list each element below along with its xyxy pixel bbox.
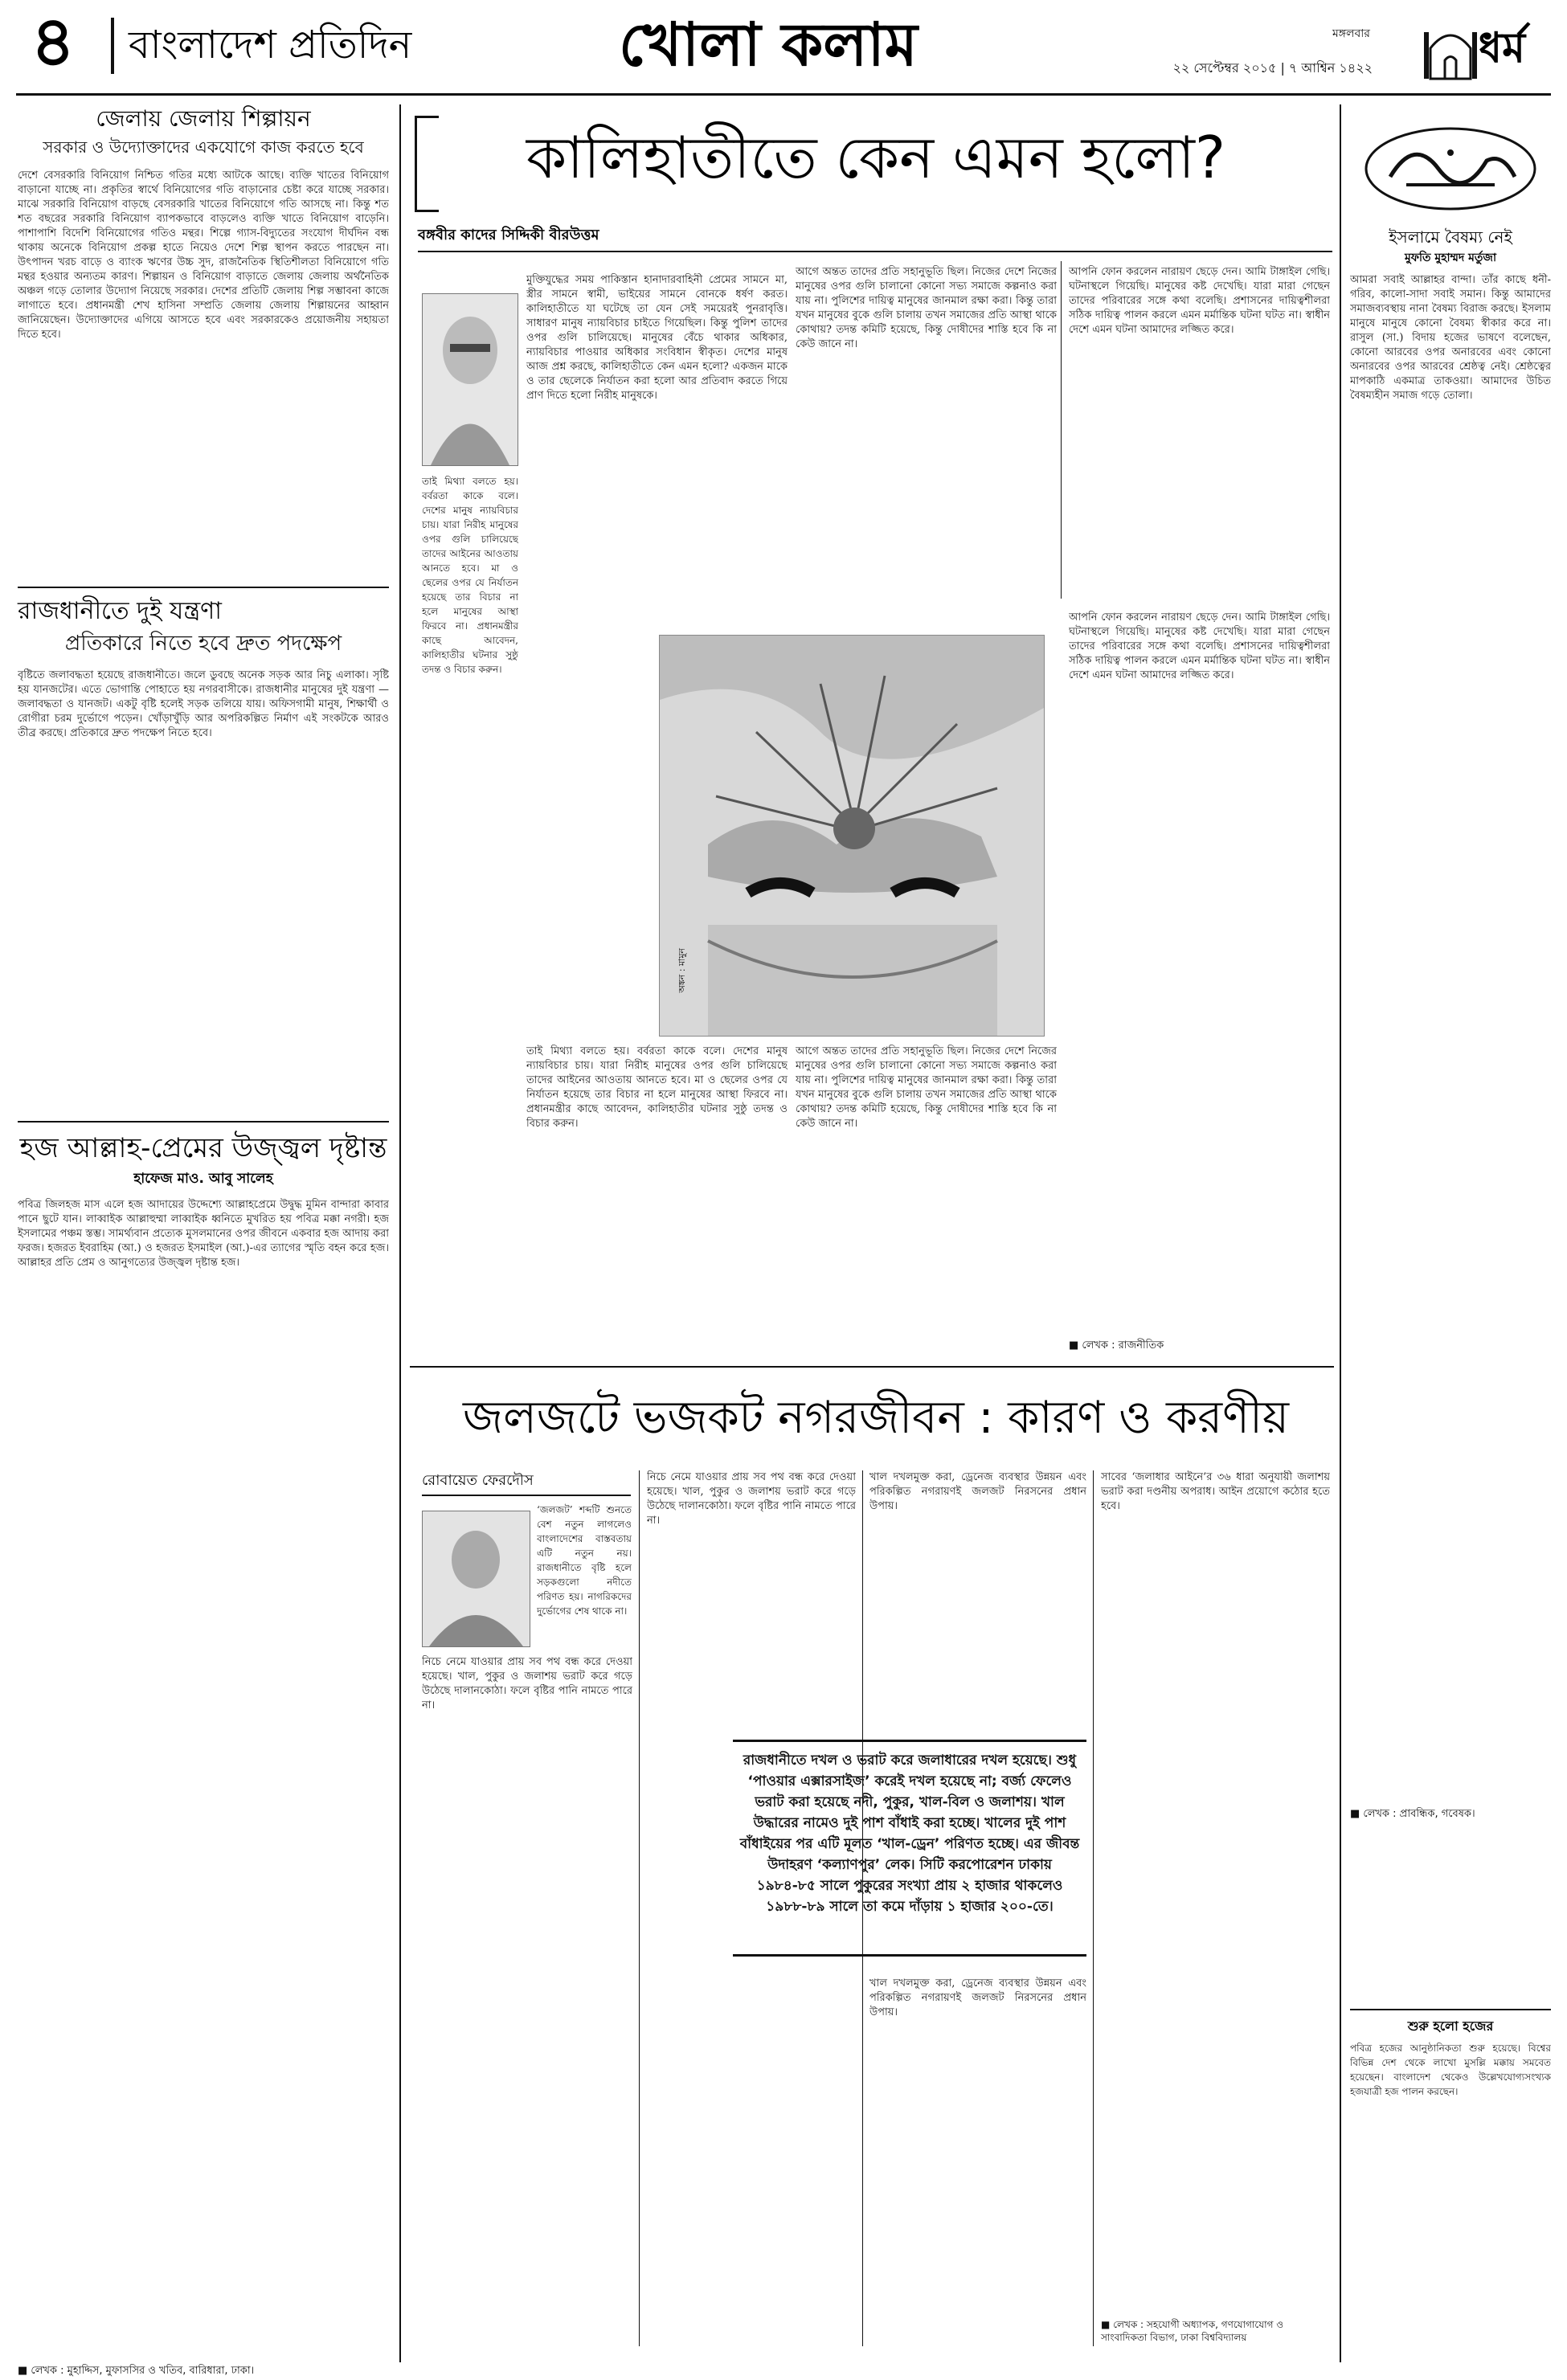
second-body-col1b: নিচে নেমে যাওয়ার প্রায় সব পথ বন্ধ করে দেওয়া হয়েছে। খাল, পুকুর ও জলাশয় ভরাট করে গড়ে উঠেছে দালানকোঠা। ফলে বৃষ্টির পানি নামতে পারে না।: [422, 1656, 632, 1711]
article-title: জেলায় জেলায় শিল্পায়ন: [96, 105, 311, 132]
main-body-mid: তাই মিথ্যা বলতে হয়। বর্বরতা কাকে বলে। দেশের মানুষ ন্যায়বিচার চায়। যারা নিরীহ মানুষের ওপর গুলি চালিয়েছে তাদের আইনের আওতায় আনতে হবে। মা ও ছেলের ওপর যে নির্যাতন হয়েছে তার বিচার না হলে মানুষের আস্থা ফিরবে না। প্রধানমন্ত্রীর কাছে আবেদন, কালিহাতীর ঘটনার সুষ্ঠু তদন্ত ও বিচার করুন।: [526, 1045, 788, 1130]
main-illustration: [659, 635, 1045, 1037]
section-title: খোলা কলাম: [619, 10, 918, 80]
main-body-lower-left: তাই মিথ্যা বলতে হয়। বর্বরতা কাকে বলে। দেশের মানুষ ন্যায়বিচার চায়। যারা নিরীহ মানুষের ওপর গুলি চালিয়েছে তাদের আইনের আওতায় আনতে হবে। মা ও ছেলের ওপর যে নির্যাতন হয়েছে তার বিচার না হলে মানুষের আস্থা ফিরবে না। প্রধানমন্ত্রীর কাছে আবেদন, কালিহাতীর ঘটনার সুষ্ঠু তদন্ত ও বিচার করুন।: [422, 476, 518, 675]
page-number: ৪: [31, 2, 76, 82]
second-body-col3b: খাল দখলমুক্ত করা, ড্রেনেজ ব্যবস্থার উন্নয়ন এবং পরিকল্পিত নগরায়ণই জলজট নিরসনের প্রধান উপায়।: [869, 1977, 1086, 2018]
article-capital-troubles: [18, 595, 389, 1110]
second-body-col3: খাল দখলমুক্ত করা, ড্রেনেজ ব্যবস্থার উন্নয়ন এবং পরিকল্পিত নগরায়ণই জলজট নিরসনের প্রধান উপায়।: [869, 1471, 1086, 1512]
article-body: পবিত্র জিলহজ মাস এলে হজ আদায়ের উদ্দেশ্যে আল্লাহপ্রেমে উদ্বুদ্ধ মুমিন বান্দারা কাবার পানে ছুটে যান। লাব্বাইক আল্লাহুম্মা লাব্বাইক ধ্বনিতে মুখরিত হয় পবিত্র মক্কা নগরী। হজ ইসলামের পঞ্চম স্তম্ভ। সামর্থ্যবান প্রত্যেক মুসলমানের ওপর জীবনে একবার হজ আদায় করা ফরজ। হজরত ইবরাহিম (আ.) ও হজরত ইসমাইল (আ.)-এর ত্যাগের স্মৃতি বহন করে হজ। আল্লাহর প্রতি প্রেম ও আনুগত্যের উজ্জ্বল দৃষ্টান্ত হজ।: [18, 1199, 389, 1269]
author-photo: [422, 293, 518, 466]
article-footer: ■ লেখক : প্রাবন্ধিক, গবেষক।: [1350, 1808, 1475, 1820]
second-body-col4: সাবের ‘জলাধার আইনে’র ৩৬ ধারা অনুযায়ী জলাশয় ভরাট করা দণ্ডনীয় অপরাধ। আইন প্রয়োগে কঠোর হতে হবে।: [1101, 1471, 1330, 1512]
religion-article-2: [1350, 2017, 1551, 2362]
article-subtitle: সরকার ও উদ্যোক্তাদের একযোগে কাজ করতে হবে: [43, 137, 364, 157]
article-subtitle: প্রতিকারে নিতে হবে দ্রুত পদক্ষেপ: [64, 632, 342, 656]
calligraphy-emblem: [1358, 121, 1543, 217]
column-divider: [1093, 1470, 1094, 2346]
main-footer: ■ লেখক : রাজনীতিক: [1069, 1339, 1164, 1352]
illustration-credit: অঙ্কন : মামুন: [677, 948, 687, 993]
article-body: আমরা সবাই আল্লাহর বান্দা। তাঁর কাছে ধনী-গরিব, কালো-সাদা সবাই সমান। কিন্তু আমাদের সমাজব্যবস্থায় নানা বৈষম্য বিরাজ করছে। ইসলাম মানুষে মানুষে কোনো বৈষম্য স্বীকার করে না। রাসুল (সা.) বিদায় হজের ভাষণে বলেছেন, কোনো আরবের ওপর অনারবের এবং কোনো অনারবের ওপর আরবের শ্রেষ্ঠত্ব নেই। শ্রেষ্ঠত্বের মাপকাঠি একমাত্র তাকওয়া। আমাদের উচিত বৈষম্যহীন সমাজ গড়ে তোলা।: [1350, 274, 1551, 402]
right-column-divider: [1340, 104, 1341, 2362]
masthead-date: ২২ সেপ্টেম্বর ২০১৫ | ৭ আশ্বিন ১৪২২: [1172, 60, 1373, 76]
main-body-right: আপনি ফোন করলেন নারায়ণ ছেড়ে দেন। আমি টাঙ্গাইল গেছি। ঘটনাস্থলে গিয়েছি। মানুষের কষ্ট দেখেছি। যারা মারা গেছেন তাদের পরিবারের সঙ্গে কথা বলেছি। প্রশাসনের দায়িত্বশীলরা সঠিক দায়িত্ব পালন করলে এমন মর্মান্তিক ঘটনা ঘটত না। স্বাধীন দেশে এমন ঘটনা আমাদের লজ্জিত করে।: [1069, 611, 1330, 681]
pull-quote-text: রাজধানীতে দখল ও ভরাট করে জলাধারের দখল হয়েছে। শুধু ‘পাওয়ার এক্সারসাইজ’ করেই দখল হয়েছে না; বর্জ্য ফেলেও ভরাট করা হয়েছে নদী, পুকুর, খাল-বিল ও জলাশয়। খাল উদ্ধারের নামেও দুই পাশ বাঁধাই করা হচ্ছে। খালের দুই পাশ বাঁধাইয়ের পর এটি মূলত ‘খাল-ড্রেন’ পরিণত হচ্ছে। এর জীবন্ত উদাহরণ ‘কল্যাণপুর’ লেক। সিটি করপোরেশন ঢাকায় ১৯৮৪-৮৫ সালে পুকুরের সংখ্যা প্রায় ২ হাজার থাকলেও ১৯৮৮-৮৯ সালে তা কমে দাঁড়ায় ১ হাজার ২০০-তে।: [739, 1752, 1080, 1915]
main-author-rule: [418, 251, 1332, 252]
mosque-icon: [1422, 16, 1479, 84]
main-body-mid2: আগে অন্তত তাদের প্রতি সহানুভূতি ছিল। নিজের দেশে নিজের মানুষের ওপর গুলি চালানো কোনো সভ্য সমাজে কল্পনাও করা যায় না। পুলিশের দায়িত্ব মানুষের জানমাল রক্ষা করা। কিন্তু তারা যখন মানুষের বুকে গুলি চালায় তখন সমাজের প্রতি আস্থা থাকে কোথায়? তদন্ত কমিটি হয়েছে, কিন্তু দোষীদের শাস্তি হবে কি না কেউ জানে না।: [796, 1045, 1057, 1130]
column-divider: [639, 1470, 640, 2346]
headline-box-left: [415, 116, 439, 212]
article-hajj: [18, 1129, 389, 2380]
second-body-col1a: ‘জলজট’ শব্দটি শুনতে বেশ নতুন লাগলেও বাংলাদেশের বাস্তবতায় এটি নতুন নয়। রাজধানীতে বৃষ্টি হলে সড়কগুলো নদীতে পরিণত হয়। নাগরিকদের দুর্ভোগের শেষ থাকে না।: [537, 1504, 632, 1617]
column-divider: [1061, 261, 1062, 599]
main-headline-banner: [410, 103, 1334, 223]
second-body-col2: নিচে নেমে যাওয়ার প্রায় সব পথ বন্ধ করে দেওয়া হয়েছে। খাল, পুকুর ও জলাশয় ভরাট করে গড়ে উঠেছে দালানকোঠা। ফলে বৃষ্টির পানি নামতে পারে না।: [647, 1471, 856, 1527]
separator: [18, 1121, 389, 1123]
masthead-day: মঙ্গলবার: [1332, 27, 1370, 40]
main-bottom-rule: [410, 1366, 1334, 1368]
article-author: হাফেজ মাও. আবু সালেহ: [133, 1171, 273, 1187]
article-title: হজ আল্লাহ-প্রেমের উজ্জ্বল দৃষ্টান্ত: [19, 1132, 387, 1164]
masthead-divider: [111, 18, 114, 74]
paper-name: বাংলাদেশ প্রতিদিন: [129, 22, 412, 67]
main-headline: কালিহাতীতে কেন এমন হলো?: [526, 124, 1226, 191]
article-title: ইসলামে বৈষম্য নেই: [1389, 227, 1512, 247]
second-author-rule: [422, 1495, 631, 1496]
main-author: বঙ্গবীর কাদের সিদ্দিকী বীরউত্তম: [418, 227, 599, 243]
article-author: মুফতি মুহাম্মদ মর্তুজা: [1404, 251, 1497, 264]
separator: [1350, 2009, 1551, 2010]
left-column-divider: [399, 104, 401, 2362]
main-body-col1: মুক্তিযুদ্ধের সময় পাকিস্তান হানাদারবাহিনী প্রেমের সামনে মা, স্ত্রীর সামনে স্বামী, ভাইয়ের সামনে বোনকে ধর্ষণ করত। কালিহাতীতে যা ঘটেছে তা যেন সেই সময়েরই পুনরাবৃত্তি। সাধারণ মানুষ ন্যায়বিচার চাইতে গিয়েছিল। কিন্তু পুলিশ তাদের ওপর গুলি চালিয়েছে। মানুষের বেঁচে থাকার অধিকার, ন্যায়বিচার পাওয়ার অধিকার সংবিধান স্বীকৃত। দেশের মানুষ আজ প্রশ্ন করছে, কালিহাতীতে কেন এমন হলো? একজন মাকে ও তার ছেলেকে নির্যাতন করা হলো আর প্রতিবাদ করতে গিয়ে প্রাণ দিতে হলো নিরীহ মানুষকে।: [526, 274, 788, 402]
masthead-bottom-rule: [16, 93, 1551, 96]
author-photo: [422, 1511, 530, 1647]
article-title: রাজধানীতে দুই যন্ত্রণা: [18, 597, 223, 625]
main-body-col3: আপনি ফোন করলেন নারায়ণ ছেড়ে দেন। আমি টাঙ্গাইল গেছি। ঘটনাস্থলে গিয়েছি। মানুষের কষ্ট দেখেছি। যারা মারা গেছেন তাদের পরিবারের সঙ্গে কথা বলেছি। প্রশাসনের দায়িত্বশীলরা সঠিক দায়িত্ব পালন করলে এমন মর্মান্তিক ঘটনা ঘটত না। স্বাধীন দেশে এমন ঘটনা আমাদের লজ্জিত করে।: [1069, 266, 1330, 336]
second-author: রোবায়েত ফেরদৌস: [422, 1472, 534, 1489]
article-body: দেশে বেসরকারি বিনিয়োগ নিশ্চিত গতির মধ্যে আটকে আছে। ব্যক্তি খাতের বিনিয়োগ বাড়ানো যাচ্ছে না। প্রকৃতির স্বার্থে বিনিয়োগের গতি বাড়ানোর চেষ্টা করে যাচ্ছে সরকার। মাঝে সরকারি বিনিয়োগ বাড়ছে বেসরকারি খাতের বিনিয়োগে গতি আসছে না। কিন্তু শত শত বছরের সরকারি বিনিয়োগ ব্যাপকভাবে বাড়লেও ব্যক্তি খাতে বিনিয়োগ বাড়েনি। পাশাপাশি বিদেশি বিনিয়োগের গতিও মন্থর। শিল্পে গ্যাস-বিদ্যুতের সংযোগ দীর্ঘদিন বন্ধ থাকায় অনেকে বিনিয়োগ প্রকল্প হাতে নিয়েও দেশে শিল্প স্থাপন করতে পারছেন না। উৎপাদন খরচ বাড়ে ও ব্যাংক ঋণের উচ্চ সুদ, রাজনৈতিক স্থিতিশীলতা বিনিয়োগে গতি মন্থর হওয়ার অন্যতম কারণ। শিল্পায়ন ও বিনিয়োগ বাড়াতে জেলায় জেলায় অর্থনৈতিক অঞ্চল গড়ে তোলার উদ্যোগ নিয়েছে সরকার। দেশের প্রতিটি জেলায় শিল্প সম্ভাবনা কাজে লাগাতে হবে। প্রধানমন্ত্রী শেখ হাসিনা সম্প্রতি জেলায় জেলায় শিল্পায়নের আহ্বান জানিয়েছেন। উদ্যোক্তাদের এগিয়ে আসতে হবে এবং সরকারকেও প্রয়োজনীয় সহায়তা দিতে হবে।: [18, 170, 389, 341]
separator: [18, 587, 389, 588]
masthead: [0, 0, 1567, 96]
article-body: বৃষ্টিতে জলাবদ্ধতা হয়েছে রাজধানীতে। জলে ডুবছে অনেক সড়ক আর নিচু এলাকা। সৃষ্টি হয় যানজটের। এতে ভোগান্তি পোহাতে হয় নগরবাসীকে। রাজধানীর মানুষের দুই যন্ত্রণা — জলাবদ্ধতা ও যানজট। একটু বৃষ্টি হলেই সড়ক তলিয়ে যায়। অফিসগামী মানুষ, শিক্ষার্থী ও রোগীরা চরম দুর্ভোগে পড়েন। খোঁড়াখুঁড়ি আর অপরিকল্পিত নির্মাণ এই সংকটকে আরও তীব্র করছে। প্রতিকারে দ্রুত পদক্ষেপ নিতে হবে।: [18, 669, 389, 739]
article-footer: ■ লেখক : মুহাদ্দিস, মুফাসসির ও খতিব, বারিধারা, ঢাকা।: [18, 2365, 255, 2377]
article-body: পবিত্র হজের আনুষ্ঠানিকতা শুরু হয়েছে। বিশ্বের বিভিন্ন দেশ থেকে লাখো মুসল্লি মক্কায় সমবেত হয়েছেন। বাংলাদেশ থেকেও উল্লেখযোগ্যসংখ্যক হজযাত্রী হজ পালন করছেন।: [1350, 2043, 1551, 2097]
article-industrialization: [18, 103, 389, 609]
main-body-col2: আগে অন্তত তাদের প্রতি সহানুভূতি ছিল। নিজের দেশে নিজের মানুষের ওপর গুলি চালানো কোনো সভ্য সমাজে কল্পনাও করা যায় না। পুলিশের দায়িত্ব মানুষের জানমাল রক্ষা করা। কিন্তু তারা যখন মানুষের বুকে গুলি চালায় তখন সমাজের প্রতি আস্থা থাকে কোথায়? তদন্ত কমিটি হয়েছে, কিন্তু দোষীদের শাস্তি হবে কি না কেউ জানে না।: [796, 266, 1057, 350]
religion-article: [1350, 225, 1551, 1823]
article-title: শুরু হলো হজের: [1407, 2018, 1494, 2034]
religion-section-title: ধর্ম: [1479, 24, 1526, 72]
second-headline: জলজটে ভজকট নগরজীবন : কারণ ও করণীয়: [463, 1392, 1289, 1444]
pull-quote: [733, 1740, 1086, 1957]
second-footer: ■ লেখক : সহযোগী অধ্যাপক, গণযোগাযোগ ও সাংবাদিকতা বিভাগ, ঢাকা বিশ্ববিদ্যালয়: [1101, 2319, 1284, 2343]
